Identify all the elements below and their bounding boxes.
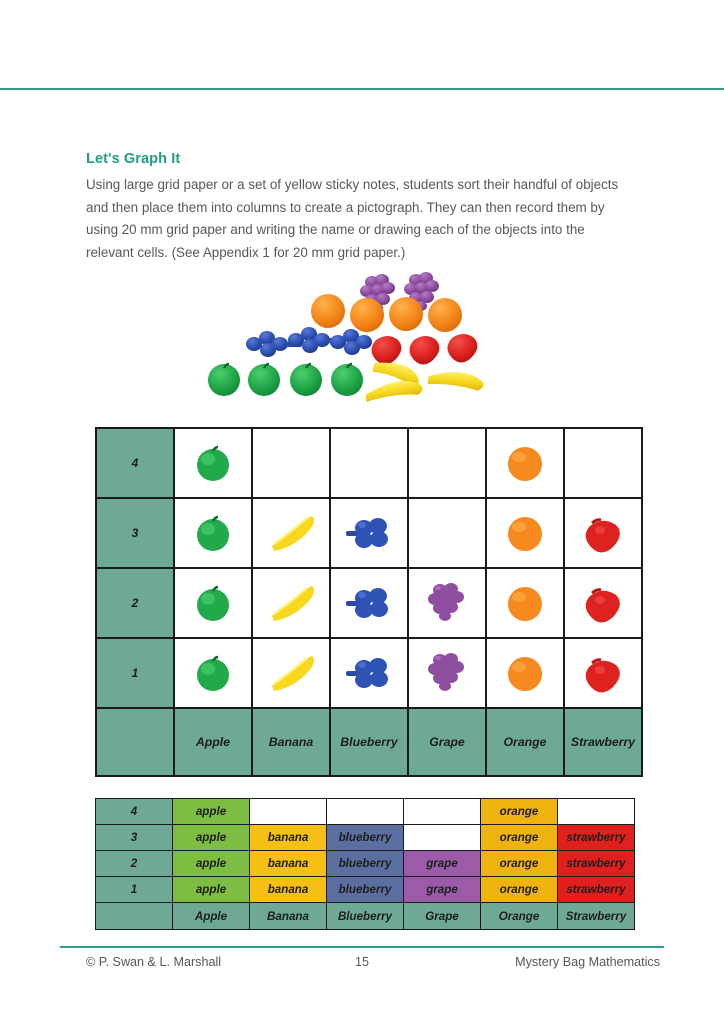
wordgraph-cell-blueberry[interactable]: blueberry: [327, 851, 404, 877]
grape-icon: [420, 664, 474, 681]
apple-icon: [186, 594, 240, 611]
pictograph-row-label: 2: [96, 568, 174, 638]
wordgraph-cell-apple[interactable]: apple: [173, 799, 250, 825]
pictograph-cell-empty[interactable]: [564, 428, 642, 498]
wordgraph-cell-empty[interactable]: [250, 799, 327, 825]
wordgraph-cell-banana[interactable]: banana: [250, 825, 327, 851]
wordgraph-row-label: 4: [96, 799, 173, 825]
wordgraph-cell-orange[interactable]: orange: [481, 851, 558, 877]
illustration-apples: [208, 364, 363, 396]
pictograph-body: [96, 428, 642, 776]
wordgraph-column-label: Blueberry: [327, 903, 404, 930]
pictograph-cell-strawberry[interactable]: [564, 498, 642, 568]
wordgraph-cell-strawberry[interactable]: strawberry: [558, 877, 635, 903]
pictograph-column-label: Apple: [174, 708, 252, 776]
wordgraph-cell-empty[interactable]: [327, 799, 404, 825]
pictograph-column-label: Blueberry: [330, 708, 408, 776]
footer-divider: [60, 946, 664, 948]
wordgraph-cell-grape[interactable]: grape: [404, 851, 481, 877]
pictograph-cell-empty[interactable]: [408, 428, 486, 498]
pictograph-cell-apple[interactable]: [174, 638, 252, 708]
wordgraph-column-label: Orange: [481, 903, 558, 930]
pictograph-cell-strawberry[interactable]: [564, 568, 642, 638]
wordgraph-column-label: Banana: [250, 903, 327, 930]
wordgraph-row-label: 1: [96, 877, 173, 903]
pictograph-row: [96, 498, 642, 568]
wordgraph-corner-cell: [96, 903, 173, 930]
wordgraph-row: [96, 877, 635, 903]
wordgraph-cell-empty[interactable]: [404, 799, 481, 825]
wordgraph-cell-orange[interactable]: orange: [481, 799, 558, 825]
blueberry-icon: [342, 664, 396, 681]
pictograph-column-label: Orange: [486, 708, 564, 776]
wordgraph-table: [95, 798, 635, 930]
footer-copyright: © P. Swan & L. Marshall: [86, 955, 222, 969]
strawberry-icon: [576, 594, 630, 611]
orange-icon: [498, 454, 552, 471]
wordgraph-cell-strawberry[interactable]: strawberry: [558, 851, 635, 877]
pictograph-cell-banana[interactable]: [252, 568, 330, 638]
pictograph-row: [96, 568, 642, 638]
wordgraph-cell-apple[interactable]: apple: [173, 851, 250, 877]
illustration-blueberries: [246, 327, 372, 357]
pictograph-cell-apple[interactable]: [174, 498, 252, 568]
page-footer: [60, 955, 664, 979]
pictograph-row-label: 4: [96, 428, 174, 498]
pictograph-cell-blueberry[interactable]: [330, 638, 408, 708]
orange-icon: [498, 524, 552, 541]
pictograph-row: [96, 638, 642, 708]
top-divider: [0, 88, 724, 90]
wordgraph-cell-orange[interactable]: orange: [481, 825, 558, 851]
apple-icon: [186, 664, 240, 681]
pictograph-cell-strawberry[interactable]: [564, 638, 642, 708]
wordgraph-row: [96, 799, 635, 825]
wordgraph-cell-blueberry[interactable]: blueberry: [327, 825, 404, 851]
pictograph-cell-empty[interactable]: [408, 498, 486, 568]
wordgraph-column-label: Grape: [404, 903, 481, 930]
wordgraph-column-label: Strawberry: [558, 903, 635, 930]
pictograph-row-label: 3: [96, 498, 174, 568]
wordgraph-cell-empty[interactable]: [558, 799, 635, 825]
fruit-counters-illustration: [190, 272, 510, 420]
blueberry-icon: [342, 524, 396, 541]
grape-icon: [420, 594, 474, 611]
pictograph-table: [95, 427, 643, 777]
pictograph-cell-banana[interactable]: [252, 638, 330, 708]
illustration-strawberries: [372, 334, 478, 365]
pictograph-label-row: [96, 708, 642, 776]
wordgraph-cell-apple[interactable]: apple: [173, 877, 250, 903]
pictograph-cell-orange[interactable]: [486, 498, 564, 568]
wordgraph-cell-banana[interactable]: banana: [250, 877, 327, 903]
banana-icon: [264, 524, 318, 541]
pictograph-cell-blueberry[interactable]: [330, 498, 408, 568]
wordgraph-cell-apple[interactable]: apple: [173, 825, 250, 851]
wordgraph-label-row: [96, 903, 635, 930]
strawberry-icon: [576, 664, 630, 681]
pictograph-column-label: Strawberry: [564, 708, 642, 776]
wordgraph-cell-orange[interactable]: orange: [481, 877, 558, 903]
body-paragraph: Using large grid paper or a set of yellow sticky notes, students sort their handful of objects and then place them into columns to create a pictograph. They can then record them by using 20 mm grid paper and writing the name or drawing each of the objects into the relevant cells. (See Appendix 1 for 20 mm grid paper.): [86, 177, 619, 260]
wordgraph-column-label: Apple: [173, 903, 250, 930]
wordgraph-cell-grape[interactable]: grape: [404, 877, 481, 903]
illustration-bananas: [364, 359, 484, 404]
wordgraph-row-label: 3: [96, 825, 173, 851]
apple-icon: [186, 524, 240, 541]
wordgraph-body: [96, 799, 635, 930]
pictograph-cell-orange[interactable]: [486, 568, 564, 638]
wordgraph-row: [96, 825, 635, 851]
apple-icon: [186, 454, 240, 471]
pictograph-cell-orange[interactable]: [486, 428, 564, 498]
strawberry-icon: [576, 524, 630, 541]
pictograph-column-label: Banana: [252, 708, 330, 776]
pictograph-row-label: 1: [96, 638, 174, 708]
page-title: Let's Graph It: [86, 151, 181, 167]
banana-icon: [264, 594, 318, 611]
pictograph-cell-banana[interactable]: [252, 498, 330, 568]
pictograph-row: [96, 428, 642, 498]
wordgraph-cell-strawberry[interactable]: strawberry: [558, 825, 635, 851]
pictograph-cell-grape[interactable]: [408, 568, 486, 638]
footer-page-number: 15: [355, 955, 370, 969]
wordgraph-cell-blueberry[interactable]: blueberry: [327, 877, 404, 903]
wordgraph-cell-banana[interactable]: banana: [250, 851, 327, 877]
pictograph-cell-empty[interactable]: [252, 428, 330, 498]
wordgraph-row-label: 2: [96, 851, 173, 877]
wordgraph-cell-empty[interactable]: [404, 825, 481, 851]
pictograph-cell-grape[interactable]: [408, 638, 486, 708]
orange-icon: [498, 664, 552, 681]
wordgraph-row: [96, 851, 635, 877]
banana-icon: [264, 664, 318, 681]
pictograph-cell-blueberry[interactable]: [330, 568, 408, 638]
pictograph-cell-apple[interactable]: [174, 428, 252, 498]
pictograph-cell-orange[interactable]: [486, 638, 564, 708]
pictograph-cell-empty[interactable]: [330, 428, 408, 498]
orange-icon: [498, 594, 552, 611]
pictograph-corner-cell: [96, 708, 174, 776]
footer-book-title: Mystery Bag Mathematics: [515, 955, 660, 969]
pictograph-column-label: Grape: [408, 708, 486, 776]
pictograph-cell-apple[interactable]: [174, 568, 252, 638]
blueberry-icon: [342, 594, 396, 611]
